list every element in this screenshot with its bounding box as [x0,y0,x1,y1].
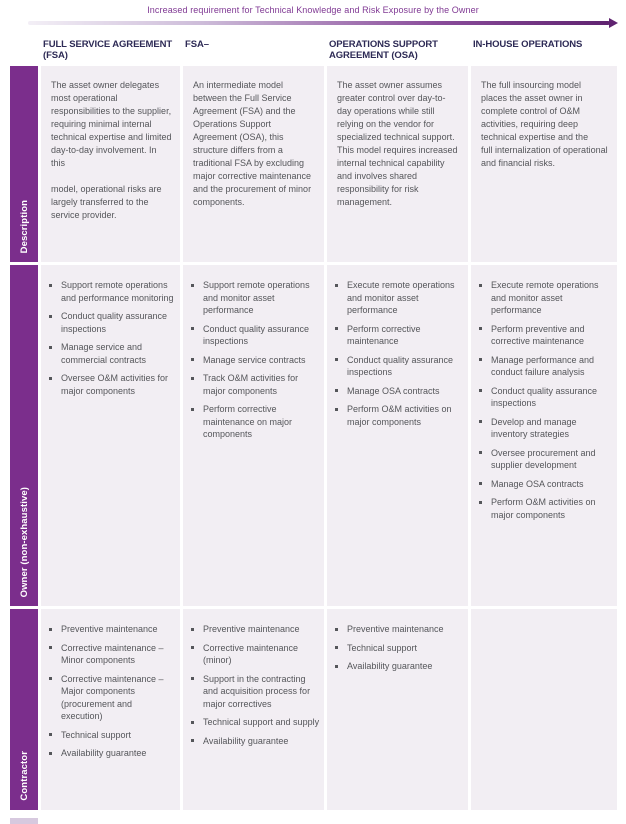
axis-arrow-area [0,0,626,25]
bullet-item: Execute remote operations and monitor asset performance [331,279,464,317]
bullet-item: Corrective maintenance (minor) [187,642,320,667]
bullet-item: Manage service contracts [187,354,320,367]
bullet-item: Preventive maintenance [331,623,464,636]
contractor-list-fsa [41,609,180,810]
owner-list-osa [327,265,468,606]
column-header-fsa: FULL SERVICE AGREEMENT (FSA) [43,39,173,61]
bullet-item: Manage OSA contracts [475,478,613,491]
column-header-inhouse: IN-HOUSE OPERATIONS [473,39,583,50]
description-cell-inhouse: The full insourcing model places the asset owner in complete control of O&M activities, requiring deep technical expertise and the full internalization of operational and financial risks. [471,66,617,262]
bullet-item: Technical support [331,642,464,655]
owner-list-fsa [41,265,180,606]
bullet-item: Availability guarantee [331,660,464,673]
bullet-item: Manage OSA contracts [331,385,464,398]
bullet-item: Develop and manage inventory strategies [475,416,613,441]
bullet-item: Corrective maintenance – Minor components [45,642,176,667]
bullet-item: Support remote operations and monitor asset performance [187,279,320,317]
column-header-osa: OPERATIONS SUPPORT AGREEMENT (OSA) [329,39,438,61]
bullet-item: Perform preventive and corrective maintenance [475,323,613,348]
bullet-item: Execute remote operations and monitor asset performance [475,279,613,317]
owner-list-fsa-minus [183,265,324,606]
bullet-item: Perform corrective maintenance on major components [187,403,320,441]
bullet-item: Availability guarantee [45,747,176,760]
axis-arrow-label: Increased requirement for Technical Knowledge and Risk Exposure by the Owner [147,5,479,15]
description-cell-fsa-minus: An intermediate model between the Full Service Agreement (FSA) and the Operations Support Agreement (OSA), this structure differs from a traditional FSA by excluding major corrective maintenance and the procurement of minor components. [183,66,324,262]
column-header-fsa-minus: FSA– [185,39,209,50]
bullet-item: Preventive maintenance [45,623,176,636]
bullet-item: Corrective maintenance – Major components (procurement and execution) [45,673,176,723]
bullet-item: Manage performance and conduct failure analysis [475,354,613,379]
bullet-item: Support remote operations and performance monitoring [45,279,176,304]
bullet-item: Conduct quality assurance inspections [45,310,176,335]
bullet-item: Perform O&M activities on major components [331,403,464,428]
bullet-item: Conduct quality assurance inspections [187,323,320,348]
row-label-owner [10,265,38,606]
row-label-contractor-text: Contractor [18,751,30,801]
cutoff-next-band-fragment [10,818,38,824]
row-label-owner-text: Owner (non-exhaustive) [18,486,30,597]
bullet-item: Manage service and commercial contracts [45,341,176,366]
bullet-item: Availability guarantee [187,735,320,748]
description-cell-fsa: The asset owner delegates most operational responsibilities to the supplier, requiring minimal internal technical expertise and limited day-to-day involvement. In this model, operational risks are largely transferred to the service provider. [41,66,180,262]
bullet-item: Technical support and supply [187,716,320,729]
gradient-arrow [28,21,610,25]
bullet-item: Perform corrective maintenance [331,323,464,348]
description-cell-osa: The asset owner assumes greater control over day-to-day operations while still relying on the vendor for specialized technical support. This model requires increased internal technical capability and involves shared responsibility for risk management. [327,66,468,262]
bullet-item: Technical support [45,729,176,742]
row-label-contractor [10,609,38,810]
row-label-description-text: Description [18,199,30,253]
bullet-item: Preventive maintenance [187,623,320,636]
table-corner-spacer [10,36,38,63]
contractor-list-inhouse [471,609,617,810]
bullet-item: Oversee O&M activities for major components [45,372,176,397]
bullet-item: Oversee procurement and supplier development [475,447,613,472]
comparison-table [10,36,626,810]
contractor-list-osa [327,609,468,810]
contractor-list-fsa-minus [183,609,324,810]
bullet-item: Conduct quality assurance inspections [475,385,613,410]
bullet-item: Conduct quality assurance inspections [331,354,464,379]
bullet-item: Support in the contracting and acquisition process for major correctives [187,673,320,711]
owner-list-inhouse [471,265,617,606]
arrow-head-icon [609,18,618,28]
row-label-description [10,66,38,262]
bullet-item: Track O&M activities for major components [187,372,320,397]
bullet-item: Perform O&M activities on major components [475,496,613,521]
